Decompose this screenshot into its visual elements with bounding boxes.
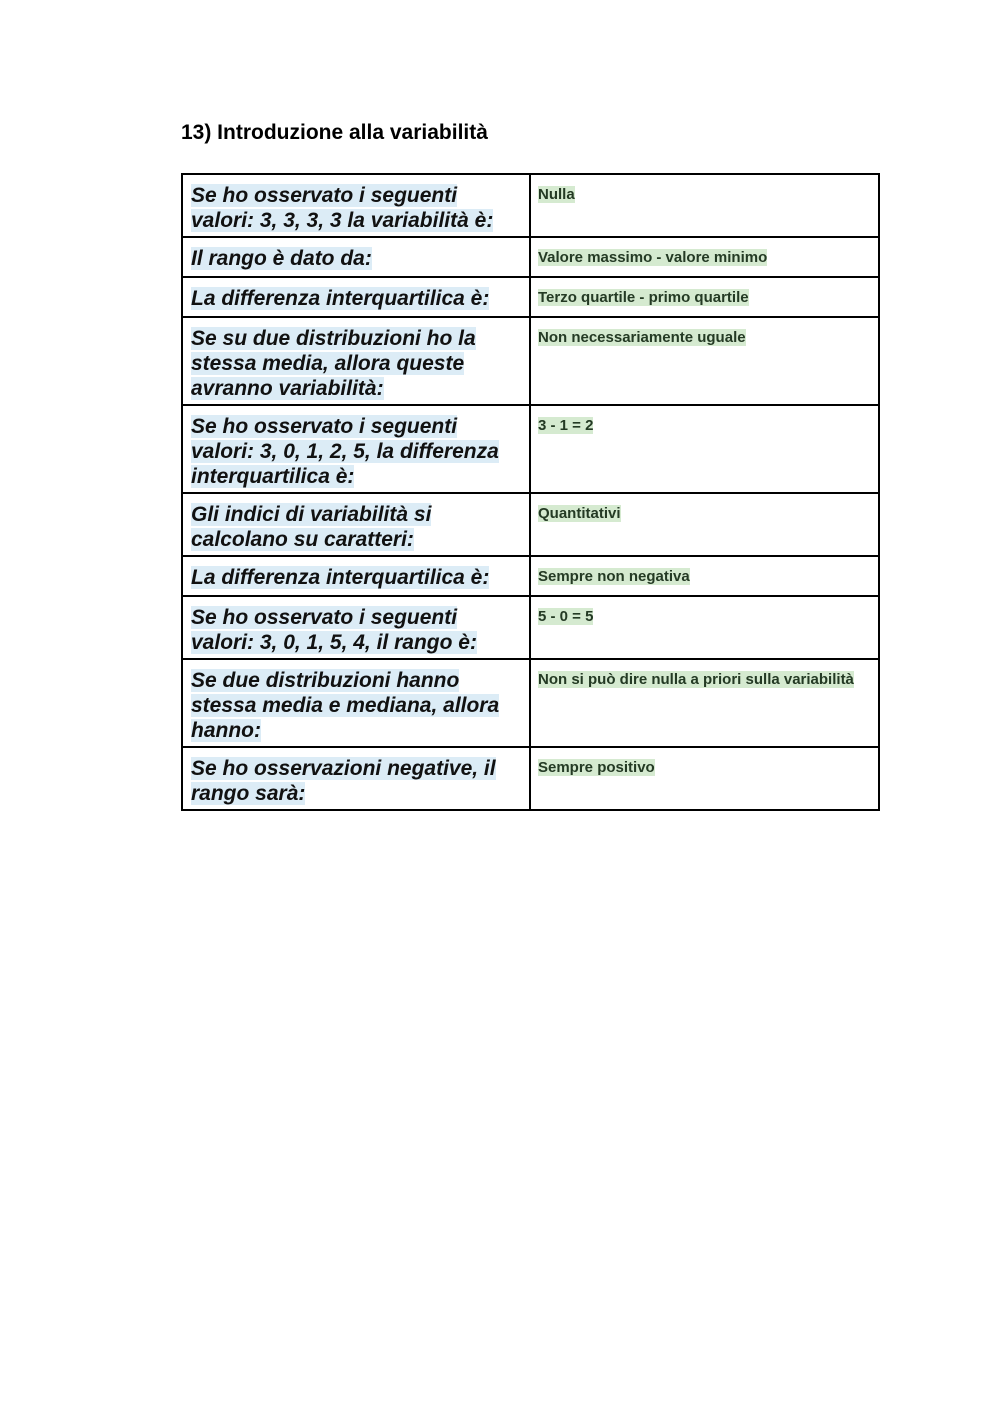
table-row	[182, 405, 879, 493]
answer-text: 5 - 0 = 5	[538, 608, 594, 625]
question-cell	[182, 659, 530, 747]
answer-text: 3 - 1 = 2	[538, 417, 594, 434]
answer-cell	[530, 237, 879, 277]
question-text: Se ho osservato i seguenti valori: 3, 3, 3, 3 la variabilità è:	[191, 184, 494, 232]
question-text: Se ho osservato i seguenti valori: 3, 0, 1, 5, 4, il rango è:	[191, 606, 477, 654]
table-row	[182, 747, 879, 810]
question-text: Se ho osservazioni negative, il rango sarà:	[191, 757, 496, 805]
answer-cell	[530, 493, 879, 556]
question-cell	[182, 493, 530, 556]
answer-text: Non necessariamente uguale	[538, 329, 746, 346]
answer-text: Quantitativi	[538, 505, 621, 522]
question-text: Se su due distribuzioni ho la stessa media, allora queste avranno variabilità:	[191, 327, 476, 400]
table-row	[182, 317, 879, 405]
answer-cell	[530, 174, 879, 237]
answer-text: Sempre positivo	[538, 759, 655, 776]
table-row	[182, 277, 879, 317]
answer-cell	[530, 317, 879, 405]
table-row	[182, 556, 879, 596]
question-cell	[182, 596, 530, 659]
question-text: La differenza interquartilica è:	[191, 287, 490, 310]
question-text: Gli indici di variabilità si calcolano su caratteri:	[191, 503, 432, 551]
answer-cell	[530, 556, 879, 596]
question-cell	[182, 405, 530, 493]
question-cell	[182, 174, 530, 237]
table-row	[182, 493, 879, 556]
answer-cell	[530, 596, 879, 659]
answer-text: Non si può dire nulla a priori sulla variabilità	[538, 671, 854, 688]
question-cell	[182, 747, 530, 810]
question-text: Se ho osservato i seguenti valori: 3, 0, 1, 2, 5, la differenza interquartilica è:	[191, 415, 499, 488]
answer-cell	[530, 405, 879, 493]
quiz-table	[181, 173, 880, 811]
question-cell	[182, 277, 530, 317]
answer-text: Valore massimo - valore minimo	[538, 249, 768, 266]
question-text: Se due distribuzioni hanno stessa media e mediana, allora hanno:	[191, 669, 500, 742]
question-cell	[182, 317, 530, 405]
table-row	[182, 237, 879, 277]
answer-text: Sempre non negativa	[538, 568, 690, 585]
question-text: La differenza interquartilica è:	[191, 566, 490, 589]
table-row	[182, 174, 879, 237]
answer-cell	[530, 277, 879, 317]
answer-cell	[530, 659, 879, 747]
table-row	[182, 596, 879, 659]
page-title: 13) Introduzione alla variabilità	[181, 121, 488, 144]
question-cell	[182, 237, 530, 277]
question-text: Il rango è dato da:	[191, 247, 372, 270]
answer-text: Terzo quartile - primo quartile	[538, 289, 749, 306]
question-cell	[182, 556, 530, 596]
table-row	[182, 659, 879, 747]
answer-cell	[530, 747, 879, 810]
answer-text: Nulla	[538, 186, 575, 203]
